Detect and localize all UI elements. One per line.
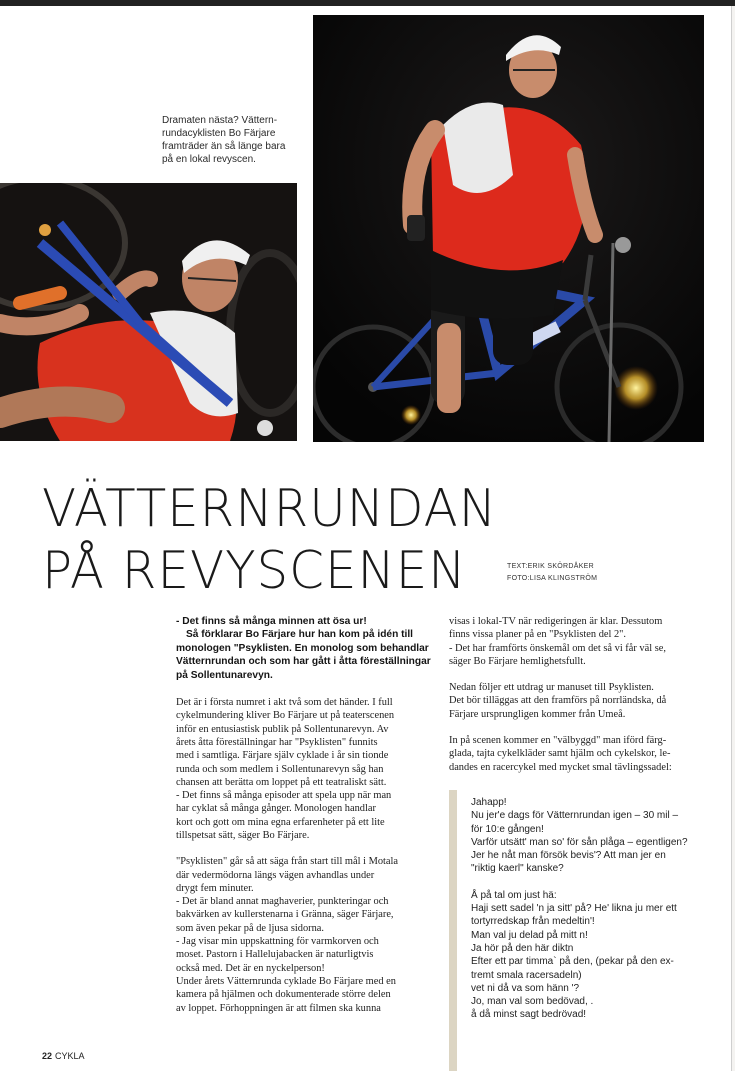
body-line: säger Bo Färjare hemlighetsfullt.: [449, 655, 586, 667]
excerpt-line: å då minst sagt bedrövad!: [471, 1009, 587, 1021]
script-excerpt: [449, 790, 724, 1071]
text-credit: [507, 561, 597, 573]
top-edge: [0, 0, 735, 6]
excerpt-line: tortyrredskap från medeltin'!: [471, 916, 595, 928]
headline-line-2: PÅ REVYSCENEN: [42, 541, 467, 601]
body-paragraph: [449, 681, 724, 721]
article-headline: [42, 478, 512, 602]
article-lead: [176, 615, 438, 682]
excerpt-stanza: [471, 889, 724, 1022]
body-line: Färjare ursprungligen kommer från Umeå.: [449, 708, 626, 720]
body-paragraph: [176, 696, 438, 842]
body-line: kort och gott om mina egna erfarenheter på ett lite: [176, 816, 385, 828]
page-folio: [42, 1051, 85, 1061]
body-line: inför en entusiastisk publik på Sollentunarevyn. Av: [176, 723, 389, 735]
excerpt-line: Man val ju delad på mitt n!: [471, 929, 588, 941]
body-line: - Det är bland annat maghaverier, punkteringar och: [176, 896, 389, 908]
body-line: också med. Det är en nyckelperson!: [176, 962, 325, 974]
excerpt-line: Å på tal om just hä:: [471, 889, 557, 901]
body-line: "Psyklisten" går så att säga från start till mål i Motala: [176, 856, 399, 868]
body-line: kamera på hjälmen och dokumenterade större delen: [176, 989, 391, 1001]
caption-line: rundacyklisten Bo Färjare: [162, 128, 276, 139]
article-column-left: [176, 615, 438, 1028]
excerpt-line: tremt smala racersadeln): [471, 969, 582, 981]
excerpt-line: Jer he nåt man försök bevis'? Att man jer en: [471, 850, 666, 862]
body-line: dandes en racercykel med mycket smal tävlingssadel:: [449, 761, 672, 773]
excerpt-line: Haji sett sadel 'n ja sitt' på? He' likna ju mer ett: [471, 903, 677, 915]
excerpt-line: Efter ett par timma` på den, (pekar på den ex-: [471, 956, 674, 968]
photo-credit-label: FOTO:: [507, 575, 530, 582]
page-number: 22: [42, 1051, 53, 1061]
lead-line: monologen "Psyklisten. En monolog som behandlar: [176, 642, 429, 654]
body-paragraph: [176, 855, 438, 1015]
caption-line: Dramaten nästa? Vättern-: [162, 115, 278, 126]
body-line: Det bör tilläggas att den framförs på norrländska, då: [449, 695, 667, 707]
body-line: tillspetsat sätt, säger Bo Färjare.: [176, 830, 310, 841]
body-paragraph: [449, 734, 724, 774]
article-column-right: [449, 615, 724, 787]
excerpt-stanza: [471, 790, 724, 876]
excerpt-line: Jahapp!: [471, 797, 507, 808]
body-line: där vedermödorna längs vägen avhandlas under: [176, 869, 375, 881]
excerpt-line: "riktig kaerl" kanske?: [471, 863, 564, 875]
photo-credit: [507, 573, 597, 585]
body-line: runda och som medlem i Sollentunarevyn såg han: [176, 763, 384, 775]
excerpt-line: Jo, man val som bedövad, .: [471, 996, 594, 1008]
body-line: Det är i första numret i akt två som det händer. I full: [176, 697, 393, 709]
body-line: visas i lokal-TV när redigeringen är klar. Dessutom: [449, 616, 663, 627]
body-line: - Det har framförts önskemål om det så vi får väl se,: [449, 642, 666, 654]
body-line: drygt fem minuter.: [176, 882, 254, 894]
caption-line: på en lokal revyscen.: [162, 154, 256, 165]
body-line: som även pekar på de ljusa sidorna.: [176, 922, 325, 934]
photo-cyclist-on-stage: [313, 15, 704, 442]
body-line: glada, tajta cykelkläder samt hjälm och cykelskor, le-: [449, 748, 671, 760]
excerpt-line: för 10:e gången!: [471, 823, 544, 835]
lead-line: - Det finns så många minnen att ösa ur!: [176, 616, 367, 627]
body-line: årets åtta föreställningar har "Psyklisten" funnits: [176, 736, 378, 748]
photo-cyclist-under-bike: [0, 183, 297, 441]
text-credit-author: ERIK SKÖRDÅKER: [527, 563, 595, 570]
lead-line: Så förklarar Bo Färjare hur han kom på idén till: [186, 629, 414, 641]
body-line: Under årets Vätternrunda cyklade Bo Färjare med en: [176, 975, 396, 987]
body-line: har cyklat så många gånger. Monologen handlar: [176, 803, 376, 815]
article-credits: [507, 561, 597, 585]
caption-line: framträder än så länge bara: [162, 141, 286, 152]
body-line: - Jag visar min uppskattning för varmkorven och: [176, 936, 379, 948]
headline-line-1: VÄTTERNRUNDAN: [42, 479, 498, 539]
photo-cyclist-on-stage-image: [313, 15, 704, 442]
lead-line: på Sollentunarevyn.: [176, 669, 273, 681]
body-line: bakvärken av kullerstenarna i Gränna, säger Färjare,: [176, 909, 394, 921]
body-line: Nedan följer ett utdrag ur manuset till Psyklisten.: [449, 682, 654, 694]
text-credit-label: TEXT:: [507, 563, 528, 570]
excerpt-line: Varför utsätt' man so' för sån plåga – egentligen?: [471, 836, 688, 848]
excerpt-line: vet ni då va som hänn '?: [471, 982, 580, 994]
body-line: av loppet. Förhoppningen är att filmen ska kunna: [176, 1002, 381, 1014]
body-paragraph: [449, 615, 724, 668]
body-line: finns vissa planer på en "Psyklisten del 2".: [449, 629, 627, 641]
body-line: moset. Pastorn i Hallelujabacken är naturligtvis: [176, 949, 374, 961]
body-line: In på scenen kommer en "välbyggd" man iförd färg-: [449, 735, 667, 747]
excerpt-line: Nu jer'e dags för Vätternrundan igen – 30 mil –: [471, 810, 679, 822]
body-line: chansen att berätta om loppet på ett teatraliskt sätt.: [176, 776, 387, 788]
body-line: med i samtliga. Färjare själv cyklade i år sin tionde: [176, 750, 389, 762]
body-line: - Det finns så många episoder att spela upp när man: [176, 790, 392, 802]
photo-cyclist-under-bike-image: [0, 183, 297, 441]
excerpt-line: Ja hör på den här diktn: [471, 942, 574, 954]
lead-line: Vätternrundan och som har gått i åtta föreställningar: [176, 656, 431, 668]
photo-caption: [162, 114, 302, 166]
photo-credit-author: LISA KLINGSTRÖM: [529, 575, 598, 582]
body-line: cykelmundering kliver Bo Färjare ut på teaterscenen: [176, 710, 395, 722]
magazine-name: CYKLA: [55, 1051, 85, 1061]
